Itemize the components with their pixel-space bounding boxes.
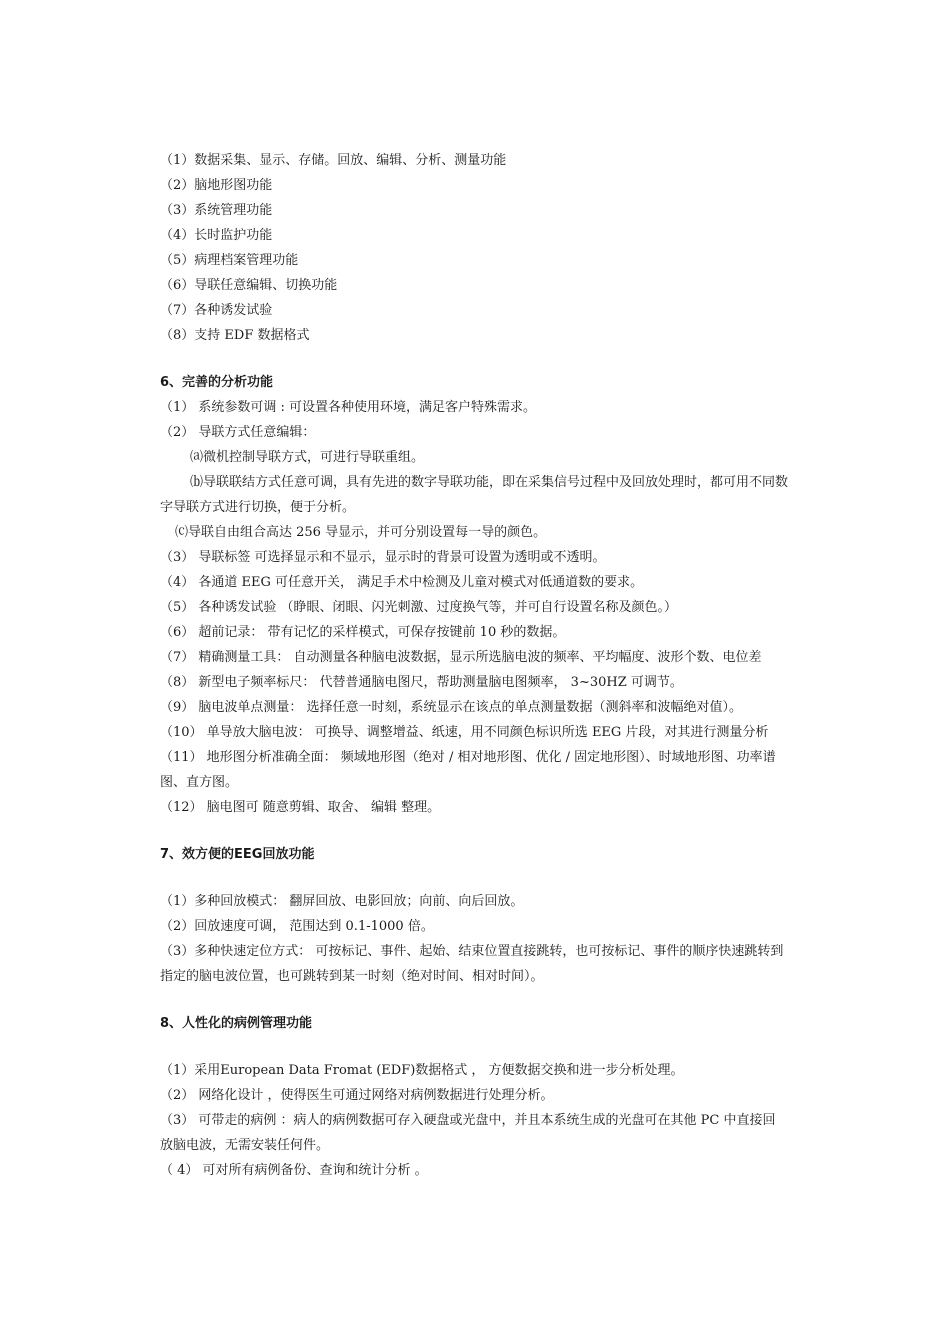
list-item: （8）支持 EDF 数据格式 — [160, 328, 310, 343]
list-item: （3） 可带走的病例 ：病人的病例数据可存入硬盘或光盘中，并且本系统生成的光盘可在其他 PC 中直接回放脑电波，无需安装任何件。 — [160, 1113, 776, 1153]
list-item: （5） 各种诱发试验 （睁眼、闭眼、闪光刺激、过度换气等，并可自行设置名称及颜色。） — [160, 600, 678, 615]
section-analysis — [160, 370, 788, 820]
list-item: （1）数据采集、显示、存储。回放、编辑、分析、测量功能 — [160, 153, 507, 168]
list-item: （2）回放速度可调， 范围达到 0.1-1000 倍。 — [160, 919, 434, 934]
list-item: （2） 网络化设计 ，使得医生可通过网络对病例数据进行处理分析。 — [160, 1088, 554, 1103]
intro-feature-list — [160, 148, 788, 348]
section-heading: 6、完善的分析功能 — [160, 375, 274, 390]
sub-list-item: ⒜微机控制导联方式，可进行导联重组。 — [190, 450, 425, 465]
list-item: （3） 导联标签 可选择显示和不显示，显示时的背景可设置为透明或不透明。 — [160, 550, 606, 565]
sub-list-item: ⒝导联联结方式任意可调，具有先进的数字导联功能，即在采集信号过程中及回放处理时，都可用不同数字导联方式进行切换，便于分析。 — [160, 475, 789, 515]
document-page — [160, 148, 788, 1183]
list-item: （4） 各通道 EEG 可任意开关， 满足手术中检测及儿童对模式对低通道数的要求。 — [160, 575, 644, 590]
list-item: （11） 地形图分析准确全面： 频域地形图（绝对 / 相对地形图、优化 / 固定地形图）、时域地形图、功率谱图、直方图。 — [160, 750, 776, 790]
list-item: （2）脑地形图功能 — [160, 178, 273, 193]
list-item: （10） 单导放大脑电波： 可换导、调整增益、纸速，用不同颜色标识所选 EEG 片段，对其进行测量分析 — [160, 725, 769, 740]
list-item: （9） 脑电波单点测量： 选择任意一时刻，系统显示在该点的单点测量数据（测斜率和波幅绝对值）。 — [160, 700, 743, 715]
section-heading: 7、效方便的EEG回放功能 — [160, 847, 315, 862]
list-item: （8） 新型电子频率标尺： 代替普通脑电图尺，帮助测量脑电图频率， 3~30HZ 可调节。 — [160, 675, 683, 690]
list-item: （6） 超前记录： 带有记忆的采样模式，可保存按键前 10 秒的数据。 — [160, 625, 566, 640]
section-heading: 8、人性化的病例管理功能 — [160, 1016, 313, 1031]
list-item: （7） 精确测量工具： 自动测量各种脑电波数据，显示所选脑电波的频率、平均幅度、波形个数、电位差 — [160, 650, 762, 665]
section-playback — [160, 842, 788, 989]
list-item: （12） 脑电图可 随意剪辑、取舍、 编辑 整理。 — [160, 800, 441, 815]
list-item: （1）采用European Data Fromat (EDF)数据格式 ， 方便数据交换和进一步分析处理。 — [160, 1063, 684, 1078]
list-item: （3）多种快速定位方式： 可按标记、事件、起始、结束位置直接跳转，也可按标记、事件的顺序快速跳转到指定的脑电波位置，也可跳转到某一时刻（绝对时间、相对时间）。 — [160, 944, 784, 984]
list-item: （5）病理档案管理功能 — [160, 253, 299, 268]
list-item: （7）各种诱发试验 — [160, 303, 273, 318]
section-case-management — [160, 1011, 788, 1183]
list-item: （6）导联任意编辑、切换功能 — [160, 278, 338, 293]
list-item: （1）多种回放模式： 翻屏回放、电影回放；向前、向后回放。 — [160, 894, 524, 909]
list-item: （ 4） 可对所有病例备份、查询和统计分析 。 — [160, 1163, 428, 1178]
list-item: （1） 系统参数可调 : 可设置各种使用环境，满足客户特殊需求。 — [160, 400, 537, 415]
list-item: （4）长时监护功能 — [160, 228, 273, 243]
list-item: （3）系统管理功能 — [160, 203, 273, 218]
sub-list-item: ⒞导联自由组合高达 256 导显示，并可分别设置每一导的颜色。 — [175, 525, 547, 540]
list-item: （2） 导联方式任意编辑： — [160, 425, 316, 440]
